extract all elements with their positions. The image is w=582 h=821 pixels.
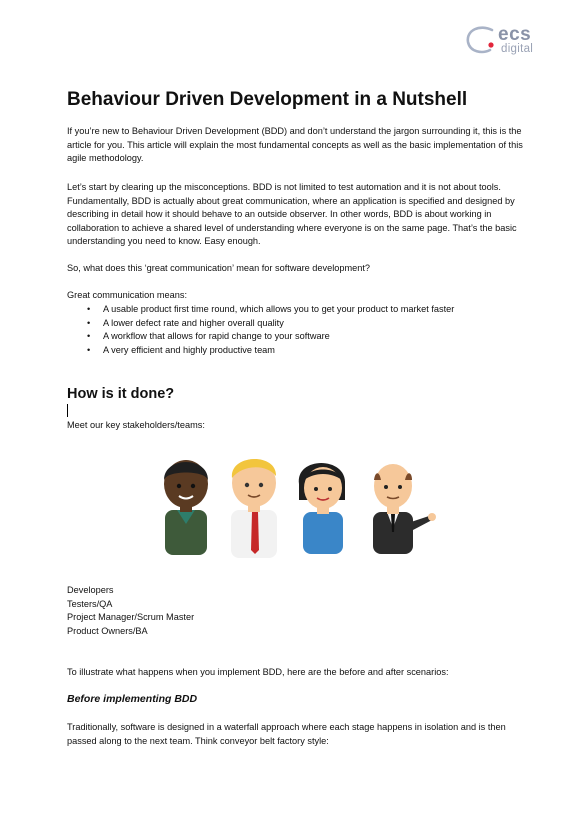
list-item: • A workflow that allows for rapid change to your software bbox=[67, 330, 454, 344]
bullet-icon: • bbox=[87, 331, 91, 341]
page-title: Behaviour Driven Development in a Nutshell bbox=[67, 89, 468, 110]
logo-text-digital: digital bbox=[501, 43, 534, 55]
list-item: • A lower defect rate and higher overall quality bbox=[67, 317, 454, 331]
subsection-heading: Before implementing BDD bbox=[67, 693, 198, 705]
section-heading: How is it done? bbox=[67, 386, 175, 402]
scenarios-intro: To illustrate what happens when you implement BDD, here are the before and after scenarios: bbox=[67, 667, 449, 677]
role-product-owners: Product Owners/BA bbox=[67, 626, 148, 636]
role-developers: Developers bbox=[67, 585, 114, 595]
developer-figure bbox=[164, 460, 208, 555]
intro-paragraph: If you’re new to Behaviour Driven Development (BDD) and don’t understand the jargon surrounding it, this is the article for you. This article will explain the most fundamental concepts as well as the basic implementation of this agile methodology. bbox=[67, 126, 523, 163]
waterfall-paragraph: Traditionally, software is designed in a waterfall approach where each stage happens in isolation and is then passed along to the next team. Think conveyor belt factory style: bbox=[67, 722, 506, 746]
list-item: • A usable product first time round, which allows you to get your product to market faster bbox=[67, 303, 454, 317]
bullet-icon: • bbox=[87, 317, 91, 328]
benefits-list bbox=[67, 303, 454, 357]
stakeholders-illustration bbox=[155, 450, 440, 560]
stakeholders-intro: Meet our key stakeholders/teams: bbox=[67, 420, 205, 430]
question-paragraph: So, what does this ‘great communication’ mean for software development? bbox=[67, 263, 371, 273]
tester-figure bbox=[231, 459, 277, 558]
logo-swirl-icon bbox=[462, 24, 502, 58]
ecs-digital-logo bbox=[462, 24, 546, 58]
bullets-intro: Great communication means: bbox=[67, 290, 187, 300]
text-cursor[interactable] bbox=[67, 404, 68, 417]
misconceptions-paragraph: Let’s start by clearing up the misconceptions. BDD is not limited to test automation and it is not about tools. Fundamentally, BDD is actually about great communication, where an application is specified and designed by describing in detail how it should behave to an outside observer. In other words, BDD is about working in collaboration to achieve a shared level of understanding where everyone is on the same page. That’s the basic understanding you need to know. Easy enough. bbox=[67, 182, 517, 246]
bullet-icon: • bbox=[87, 304, 91, 314]
logo-text-ecs: ecs bbox=[498, 24, 532, 45]
role-project-manager: Project Manager/Scrum Master bbox=[67, 612, 195, 622]
role-testers: Testers/QA bbox=[67, 599, 113, 609]
bullet-icon: • bbox=[87, 344, 91, 355]
product-owner-figure bbox=[373, 464, 436, 554]
list-item: • A very efficient and highly productive team bbox=[67, 344, 454, 358]
project-manager-figure bbox=[299, 463, 345, 554]
